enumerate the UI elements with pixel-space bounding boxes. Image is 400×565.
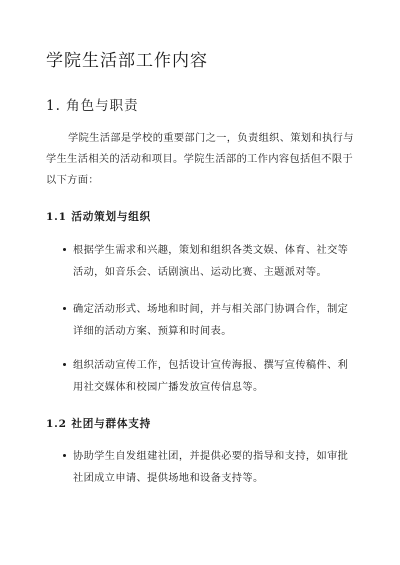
list-item-text — [73, 355, 348, 399]
list-item-line: 用社交媒体和校园广播发放宣传信息等。 — [73, 382, 264, 393]
list-item-line: 社团成立申请、提供场地和设备支持等。 — [73, 473, 264, 484]
list-item-text — [73, 240, 348, 284]
intro-line: 以下方面： — [46, 175, 99, 186]
page-title: 学院生活部工作内容 — [46, 51, 208, 71]
list-item-line: 确定活动形式、场地和时间，并与相关部门协调合作，制定 — [73, 304, 349, 315]
list-item-text — [73, 446, 348, 490]
list-item-line: 活动，如音乐会、话剧演出、运动比赛、主题派对等。 — [73, 267, 328, 278]
intro-line: 学院生活部是学校的重要部门之一，负责组织、策划和执行与 — [68, 133, 354, 144]
intro-line: 学生生活相关的活动和项目。学院生活部的工作内容包括但不限于 — [46, 154, 354, 165]
bullet-icon — [63, 307, 66, 310]
list-item-line: 详细的活动方案、预算和时间表。 — [73, 326, 232, 337]
section-heading-roles: 1. 角色与职责 — [46, 98, 139, 114]
subsection-heading-club-support: 1.2 社团与群体支持 — [46, 418, 152, 430]
list-item-line: 组织活动宣传工作，包括设计宣传海报、撰写宣传稿件、利 — [73, 360, 349, 371]
list-item-line: 根据学生需求和兴趣，策划和组织各类文娱、体育、社交等 — [73, 245, 349, 256]
subsection-heading-activity-planning: 1.1 活动策划与组织 — [46, 211, 152, 223]
bullet-icon — [63, 363, 66, 366]
list-item-text — [73, 299, 348, 343]
intro-paragraph — [46, 128, 364, 191]
list-item-line: 协助学生自发组建社团，并提供必要的指导和支持，如审批 — [73, 451, 349, 462]
bullet-icon — [63, 248, 66, 251]
bullet-icon — [63, 454, 66, 457]
